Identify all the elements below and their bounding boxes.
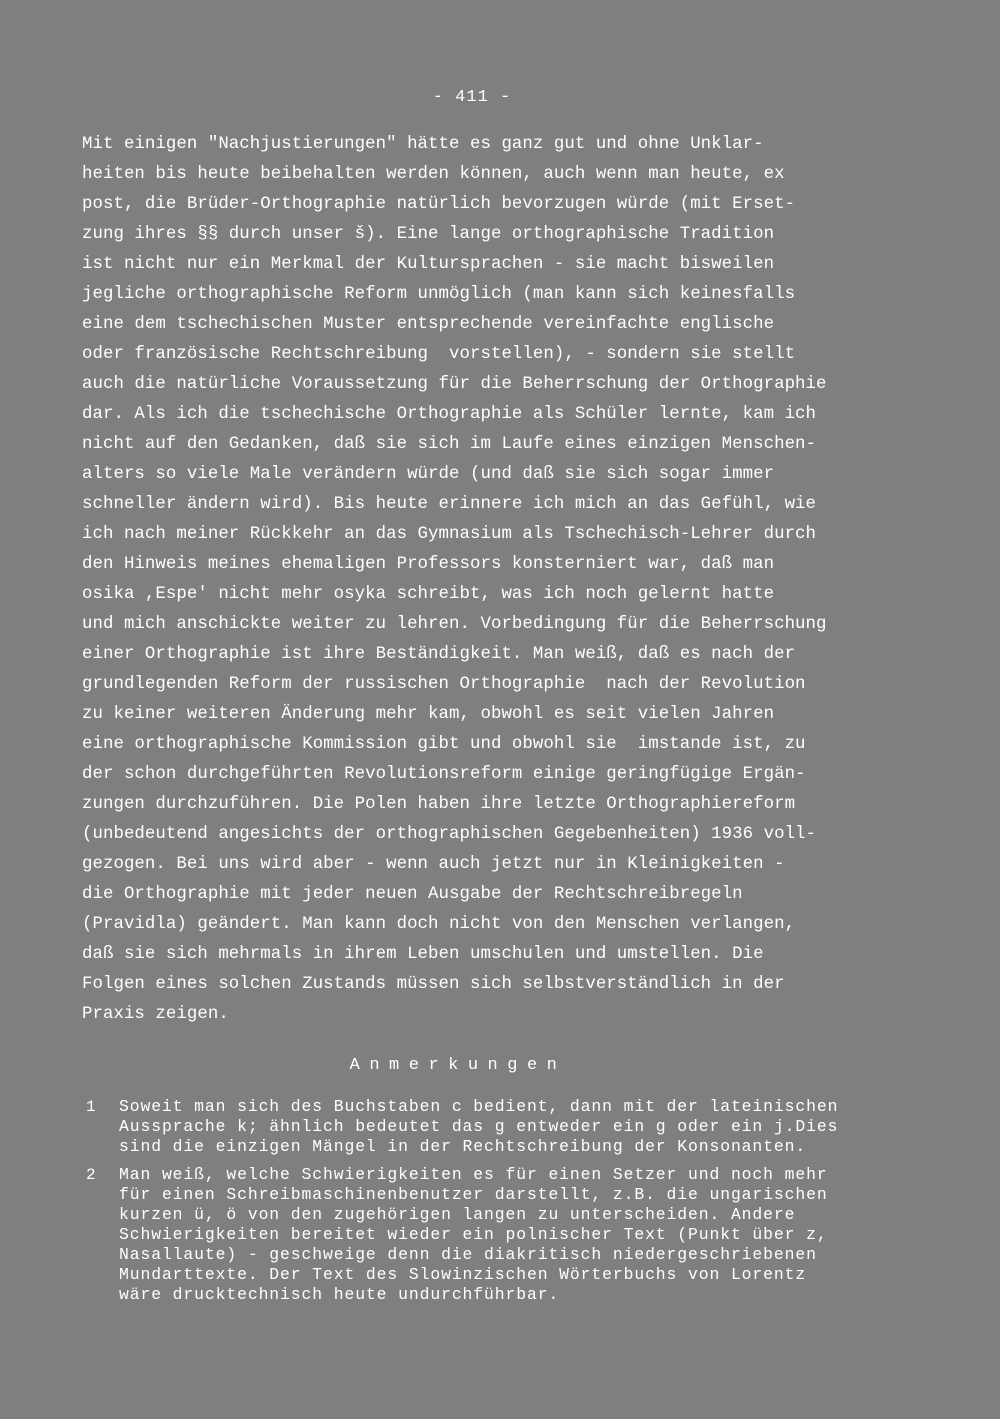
note-line: sind die einzigen Mängel in der Rechtschreibung der Konsonanten. — [119, 1137, 807, 1156]
text-line: eine orthographische Kommission gibt und obwohl sie imstande ist, zu — [82, 735, 806, 754]
text-line: (Pravidla) geändert. Man kann doch nicht von den Menschen verlangen, — [82, 915, 796, 934]
page-number: - 411 - — [432, 88, 512, 107]
text-line: den Hinweis meines ehemaligen Professors konsterniert war, daß man — [82, 555, 775, 574]
text-line: jegliche orthographische Reform unmöglich (man kann sich keinesfalls — [82, 285, 796, 304]
text-line: die Orthographie mit jeder neuen Ausgabe der Rechtschreibregeln — [82, 885, 743, 904]
text-line: einer Orthographie ist ihre Beständigkeit. Man weiß, daß es nach der — [82, 645, 796, 664]
note-line: Nasallaute) - geschweige denn die diakritisch niedergeschriebenen — [119, 1245, 817, 1264]
notes-section — [82, 1097, 942, 1313]
text-line: post, die Brüder-Orthographie natürlich bevorzugen würde (mit Erset- — [82, 195, 796, 214]
text-line: und mich anschickte weiter zu lehren. Vorbedingung für die Beherrschung — [82, 615, 827, 634]
text-line: zu keiner weiteren Änderung mehr kam, obwohl es seit vielen Jahren — [82, 705, 775, 724]
note-item — [82, 1165, 942, 1305]
text-line: oder französische Rechtschreibung vorstellen), - sondern sie stellt — [82, 345, 796, 364]
note-line: kurzen ü, ö von den zugehörigen langen zu unterscheiden. Andere — [119, 1205, 796, 1224]
text-line: zung ihres §§ durch unser š). Eine lange orthographische Tradition — [82, 225, 775, 244]
text-line: grundlegenden Reform der russischen Orthographie nach der Revolution — [82, 675, 806, 694]
text-line: Praxis zeigen. — [82, 1005, 229, 1024]
note-number: 2 — [86, 1166, 96, 1184]
note-line: für einen Schreibmaschinenbenutzer darstellt, z.B. die ungarischen — [119, 1185, 828, 1204]
main-text — [82, 130, 942, 1030]
note-body — [119, 1097, 942, 1157]
note-number: 1 — [86, 1098, 96, 1116]
text-line: ich nach meiner Rückkehr an das Gymnasium als Tschechisch-Lehrer durch — [82, 525, 817, 544]
text-line: daß sie sich mehrmals in ihrem Leben umschulen und umstellen. Die — [82, 945, 764, 964]
text-line: dar. Als ich die tschechische Orthographie als Schüler lernte, kam ich — [82, 405, 817, 424]
text-line: osika ,Espe' nicht mehr osyka schreibt, was ich noch gelernt hatte — [82, 585, 775, 604]
note-line: Mundarttexte. Der Text des Slowinzischen Wörterbuchs von Lorentz — [119, 1265, 807, 1284]
text-line: heiten bis heute beibehalten werden können, auch wenn man heute, ex — [82, 165, 785, 184]
note-line: Soweit man sich des Buchstaben c bedient, dann mit der lateinischen — [119, 1097, 839, 1116]
text-line: gezogen. Bei uns wird aber - wenn auch jetzt nur in Kleinigkeiten - — [82, 855, 785, 874]
text-line: auch die natürliche Voraussetzung für die Beherrschung der Orthographie — [82, 375, 827, 394]
note-item — [82, 1097, 942, 1157]
note-line: Aussprache k; ähnlich bedeutet das g entweder ein g oder ein j.Dies — [119, 1117, 839, 1136]
text-line: schneller ändern wird). Bis heute erinnere ich mich an das Gefühl, wie — [82, 495, 817, 514]
note-line: Schwierigkeiten bereitet wieder ein polnischer Text (Punkt über z, — [119, 1225, 828, 1244]
note-line: Man weiß, welche Schwierigkeiten es für einen Setzer und noch mehr — [119, 1165, 828, 1184]
text-line: alters so viele Male verändern würde (und daß sie sich sogar immer — [82, 465, 775, 484]
text-line: Mit einigen "Nachjustierungen" hätte es ganz gut und ohne Unklar- — [82, 135, 764, 154]
text-line: nicht auf den Gedanken, daß sie sich im Laufe eines einzigen Menschen- — [82, 435, 817, 454]
text-line: eine dem tschechischen Muster entsprechende vereinfachte englische — [82, 315, 775, 334]
note-body — [119, 1165, 942, 1305]
text-line: zungen durchzuführen. Die Polen haben ihre letzte Orthographiereform — [82, 795, 796, 814]
text-line: ist nicht nur ein Merkmal der Kultursprachen - sie macht bisweilen — [82, 255, 775, 274]
text-line: der schon durchgeführten Revolutionsreform einige geringfügige Ergän- — [82, 765, 806, 784]
text-line: Folgen eines solchen Zustands müssen sich selbstverständlich in der — [82, 975, 785, 994]
text-line: (unbedeutend angesichts der orthographischen Gegebenheiten) 1936 voll- — [82, 825, 817, 844]
notes-heading: Anmerkungen — [349, 1056, 567, 1075]
note-line: wäre drucktechnisch heute undurchführbar. — [119, 1285, 560, 1304]
